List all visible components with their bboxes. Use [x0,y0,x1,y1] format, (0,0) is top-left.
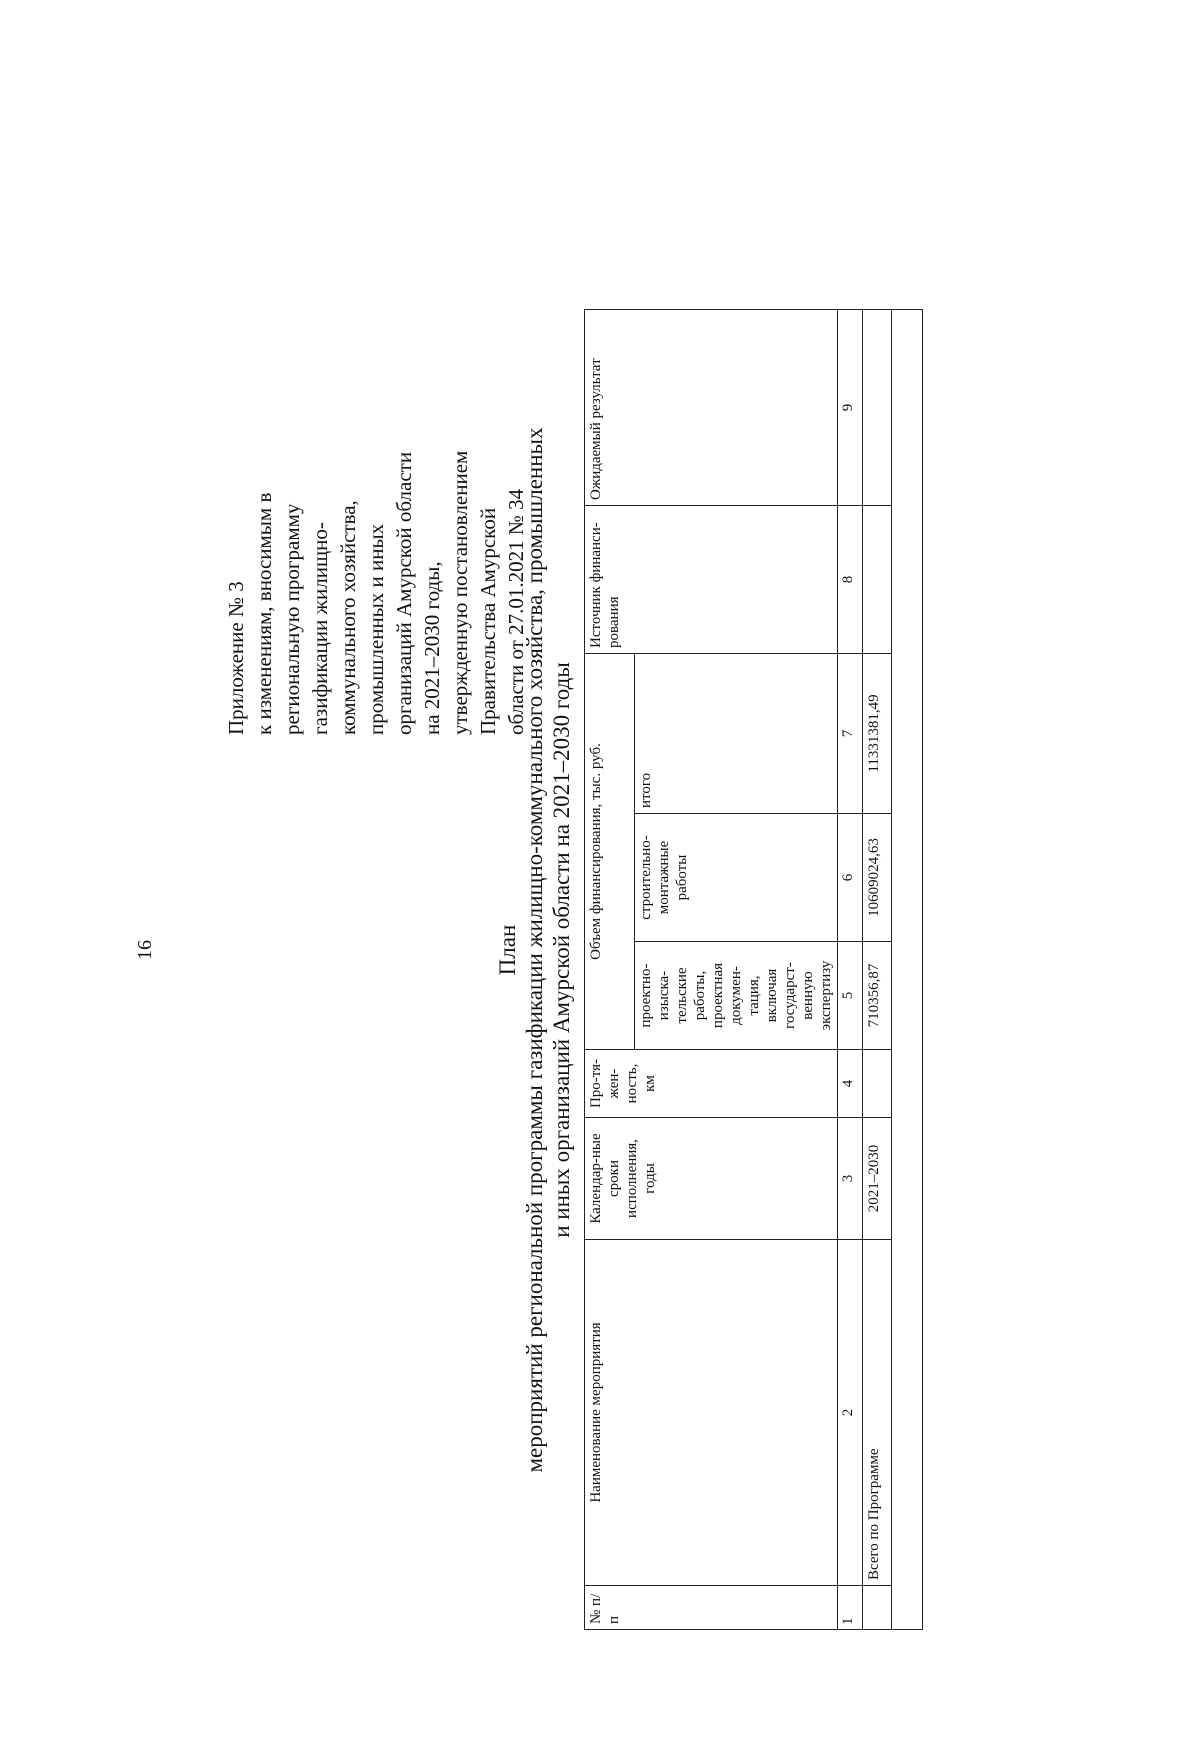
column-number: 1 [838,1586,863,1630]
rotated-sheet [114,150,1174,1750]
total-label: Всего по Программе [863,1240,892,1586]
header-result: Ожидаемый результат [585,310,838,506]
total-period: 2021–2030 [863,1118,892,1240]
appendix-line: региональную программу [280,503,304,735]
header-num: № п/п [585,1586,838,1630]
column-number: 8 [838,506,863,654]
header-length: Про-тя-жен-ность, км [585,1050,838,1118]
header-name: Наименование мероприятия [585,1240,838,1586]
column-number: 2 [838,1240,863,1586]
column-number: 3 [838,1118,863,1240]
title-heading: План [495,924,520,976]
empty-cell [892,310,923,1630]
total-design: 710356,87 [863,942,892,1050]
total-result [863,310,892,506]
appendix-line: Приложение № 3 [224,581,248,735]
header-row [585,310,635,1630]
empty-row [892,310,923,1630]
column-number: 6 [838,814,863,942]
appendix-line: газификации жилищно- [308,522,332,735]
appendix-line: коммунального хозяйства, [336,500,360,735]
header-calendar: Календар-ные сроки исполнения, годы [585,1118,838,1240]
column-number: 7 [838,654,863,814]
appendix-line: области от 27.01.2021 № 34 [504,488,528,735]
total-row [863,310,892,1630]
appendix-line: Правительства Амурской [476,507,500,735]
column-number: 5 [838,942,863,1050]
appendix-line: на 2021–2030 годы, [420,561,444,735]
header-design: проектно-изыска-тельские работы, проектная докумен-тация, включая государст-венную экспертизу [635,942,838,1050]
appendix-line: организаций Амурской области [392,451,416,735]
appendix-line: промышленных и иных [364,523,388,735]
appendix-line: утвержденную постановлением [448,450,472,735]
column-numbers-row [838,310,863,1630]
title-line-2: и иных организаций Амурской области на 2021–2030 годы [549,662,574,1238]
header-source: Источник финанси-рования [585,506,838,654]
page-number: 16 [134,940,156,960]
document-title [494,300,575,1600]
total-construction: 10609024,63 [863,814,892,942]
column-number: 9 [838,310,863,506]
total-source [863,506,892,654]
plan-table [584,309,923,1630]
total-num-cell [863,1586,892,1630]
appendix-block [222,295,530,735]
column-number: 4 [838,1050,863,1118]
total-sum: 11331381,49 [863,654,892,814]
header-total: итого [635,654,838,814]
appendix-line: к изменениям, вносимым в [252,492,276,735]
header-construction: строительно-монтажные работы [635,814,838,942]
total-length [863,1050,892,1118]
header-volume: Объем финансирования, тыс. руб. [585,654,635,1050]
title-line-1: мероприятий региональной программы газификации жилищно-коммунального хозяйства, промышленных [522,427,547,1473]
